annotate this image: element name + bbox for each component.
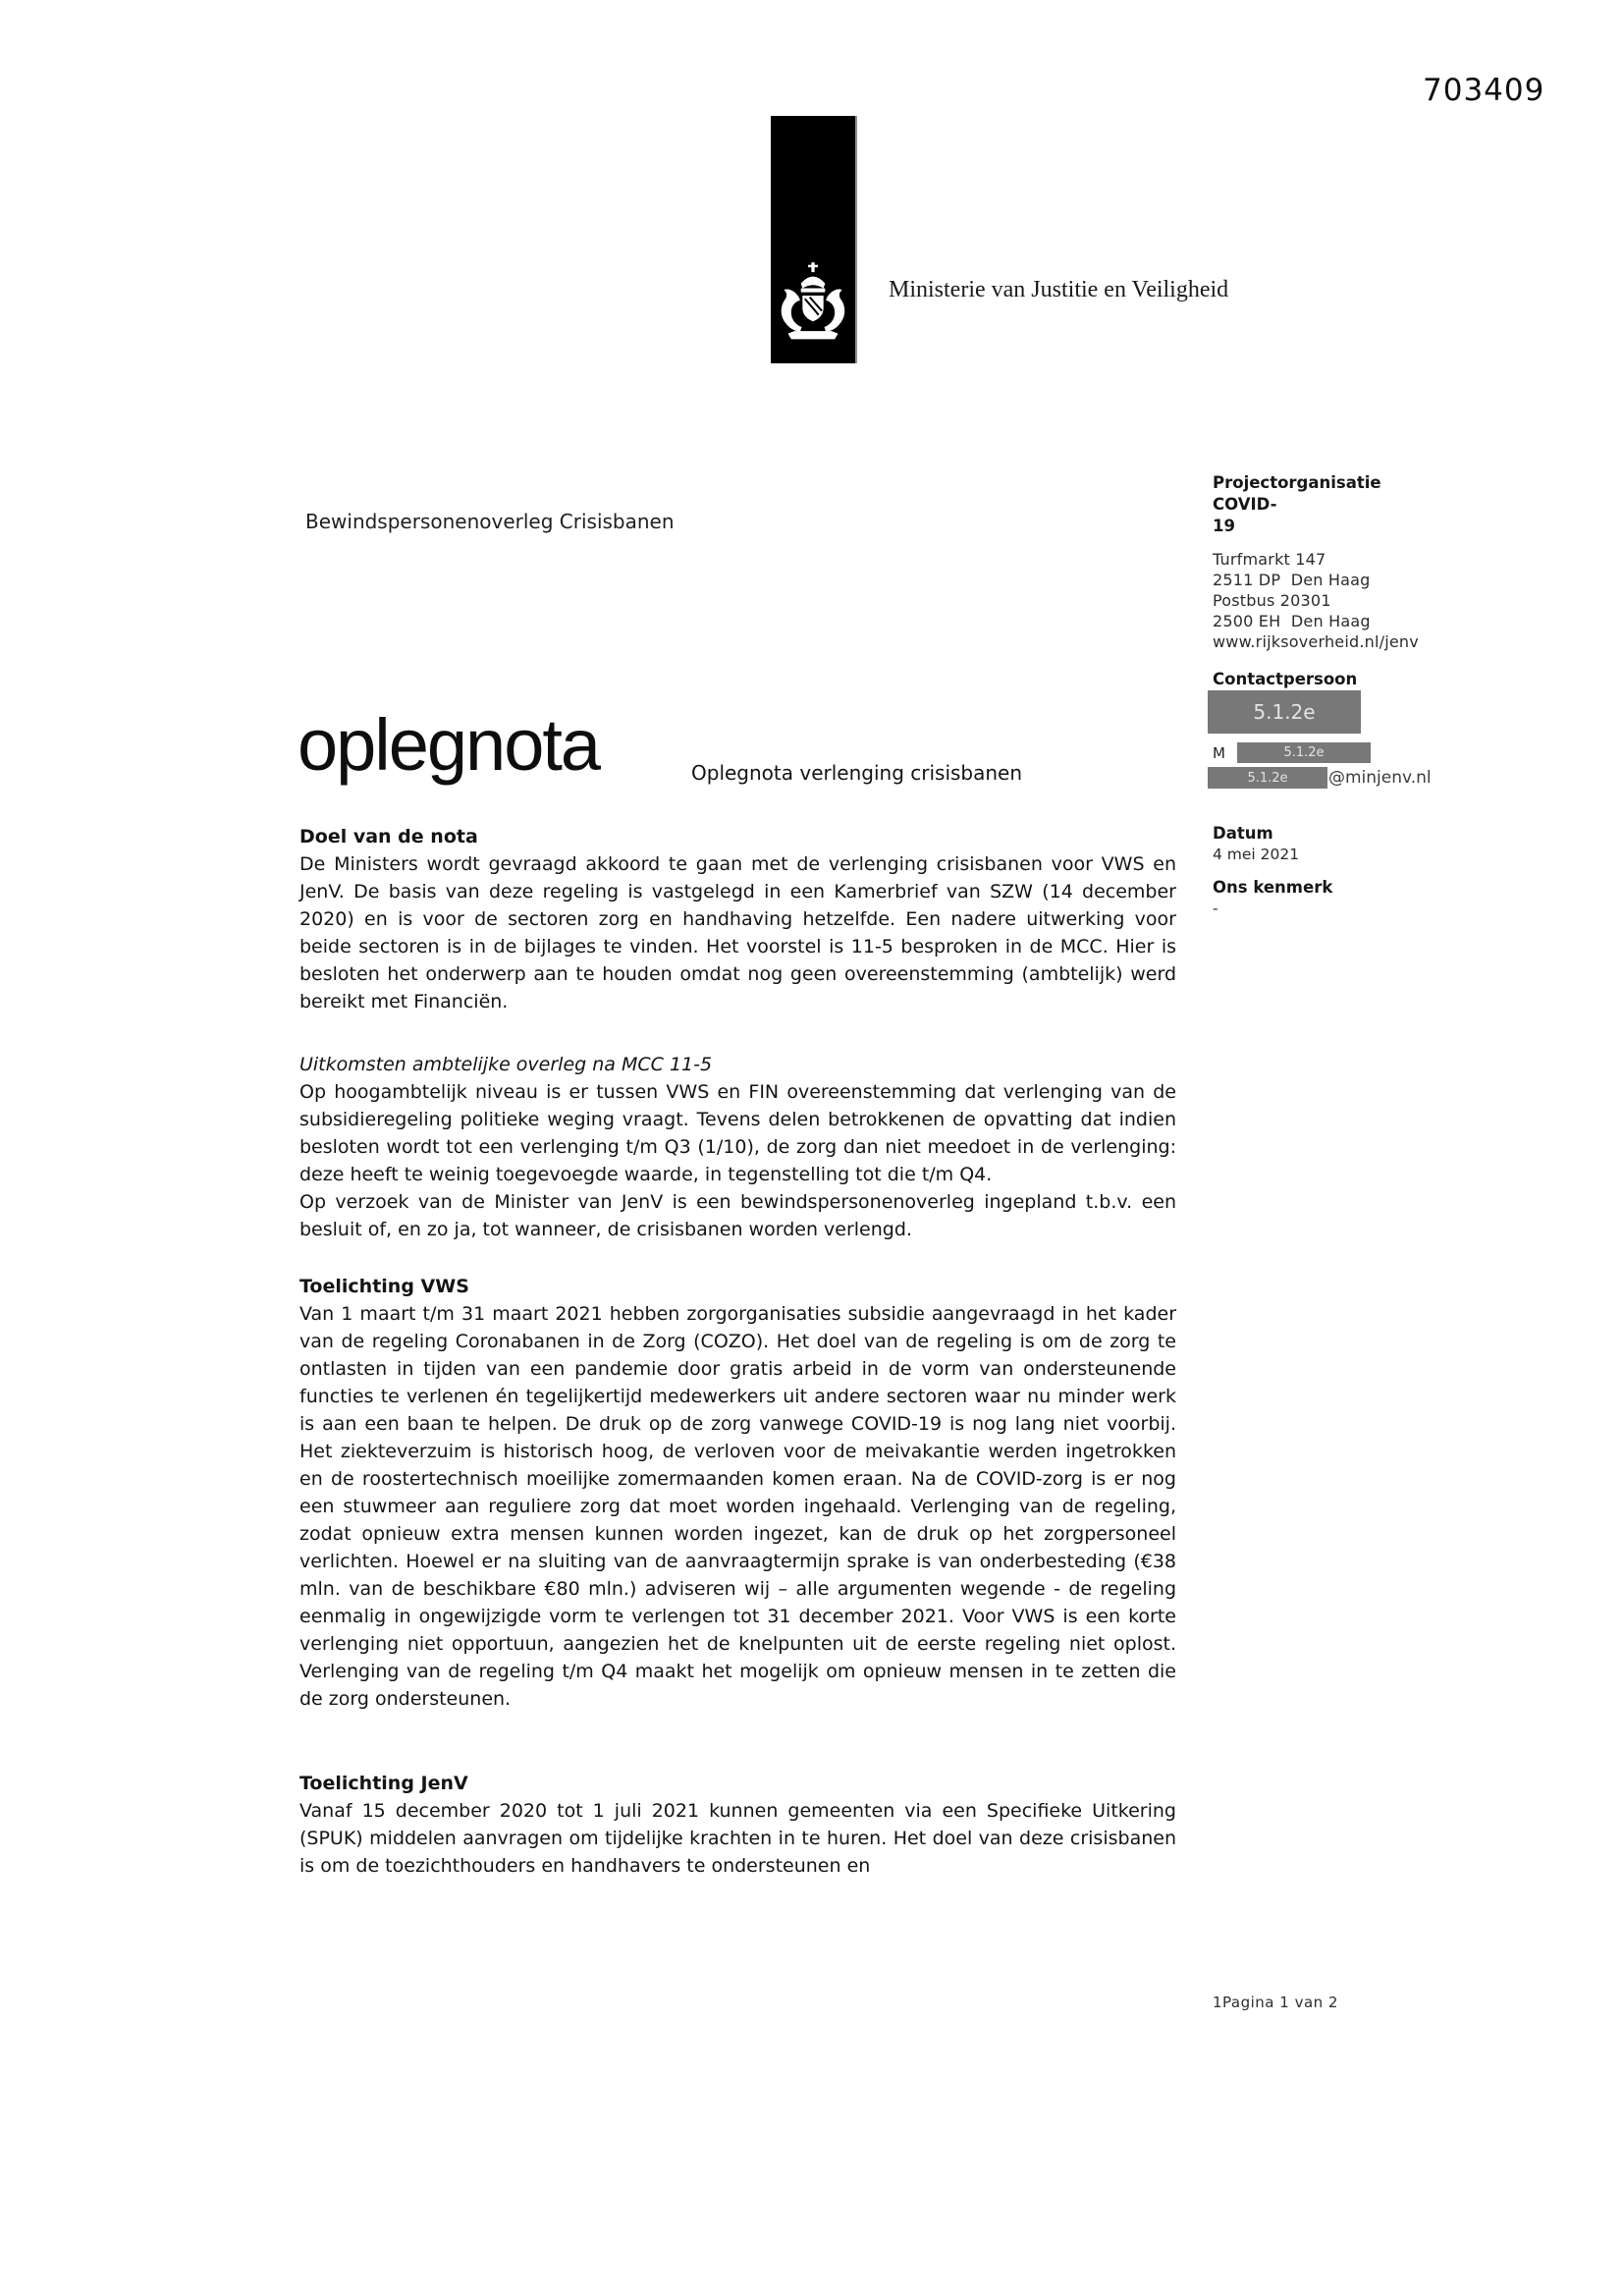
mobile-row [1213,742,1450,763]
section-doel [299,823,1176,1015]
page-title: oplegnota [298,704,600,786]
section-uitkomsten [299,1051,1176,1243]
redaction-box: 5.1.2e [1237,742,1371,763]
section-toelichting-vws [299,1273,1176,1713]
page-subtitle: Oplegnota verlenging crisisbanen [691,761,1023,785]
section-heading: Doel van de nota [299,826,478,847]
section-paragraph: Op hoogambtelijk niveau is er tussen VWS en FIN overeenstemming dat verlenging van de subsidieregeling politieke weging vraagt. Tevens delen betrokkenen de opvatting dat indien besloten wordt tot een verlenging t/m Q3 (1/10), de zorg dan niet meedoet in de verlenging: deze heeft te weinig toegevoegde waarde, in tegenstelling tot die t/m Q4. [299,1081,1176,1185]
section-paragraph: Van 1 maart t/m 31 maart 2021 hebben zorgorganisaties subsidie aangevraagd in het kader van de regeling Coronabanen in de Zorg (COZO). Het doel van de regeling is om de zorg te ontlasten in tijden van een pandemie door gratis arbeid in de vorm van ondersteunende functies te verlenen én tegelijkertijd medewerkers uit andere sectoren waar nu minder werk is aan een baan te helpen. De druk op de zorg vanwege COVID-19 is nog lang niet voorbij. Het ziekteverzuim is historisch hoog, de verloven voor de meivakantie werden ingetrokken en de roostertechnisch moeilijke zomermaanden komen eraan. Na de COVID-zorg is er nog een stuwmeer aan reguliere zorg dat moet worden ingehaald. Verlenging van de regeling, zodat opnieuw extra mensen kunnen worden ingezet, kan de druk op het zorgpersoneel verlichten. Hoewel er na sluiting van de aanvraagtermijn sprake is van onderbesteding (€38 mln. van de beschikbare €80 mln.) adviseren wij – alle argumenten wegende - de regeling eenmalig in ongewijzigde vorm te verlengen tot 31 december 2021. Voor VWS is een korte verlenging niet opportuun, aangezien het de knelpunten uit de eerste regeling niet oplost. Verlenging van de regeling t/m Q4 maakt het mogelijk om opnieuw mensen in te zetten die de zorg ondersteunen. [299,1303,1176,1710]
address-line: Postbus 20301 [1213,591,1331,610]
address-line: 2511 DP Den Haag [1213,571,1371,589]
email-suffix: @minjenv.nl [1328,768,1432,788]
address-line: Turfmarkt 147 [1213,550,1326,569]
title-block [298,704,1191,817]
document-body [299,823,1176,1880]
website-url: www.rijksoverheid.nl/jenv [1213,632,1419,651]
ministry-name: Ministerie van Justitie en Veiligheid [889,277,1229,302]
rijksoverheid-logo-bar [771,116,857,363]
section-toelichting-jenv [299,1770,1176,1880]
rijksoverheid-emblem-icon [777,261,849,348]
section-heading: Toelichting JenV [299,1773,468,1794]
address-line: 2500 EH Den Haag [1213,612,1371,630]
kenmerk-label: Ons kenmerk [1213,878,1333,897]
org-title-line: Projectorganisatie COVID- [1213,473,1381,514]
redaction-box: 5.1.2e [1208,690,1361,734]
section-heading: Toelichting VWS [299,1276,469,1297]
contact-label: Contactpersoon [1213,670,1358,688]
doc-number: 703409 [1423,73,1545,108]
org-title-line: 19 [1213,517,1235,535]
datum-value: 4 mei 2021 [1213,846,1300,863]
datum-label: Datum [1213,824,1273,843]
section-paragraph: Vanaf 15 december 2020 tot 1 juli 2021 kunnen gemeenten via een Specifieke Uitkering (SPUK) middelen aanvragen om tijdelijke krachten in te huren. Het doel van deze crisisbanen is om de toezichthouders en handhavers te ondersteunen en [299,1800,1176,1877]
mobile-label: M [1213,743,1225,762]
address-block [1213,549,1450,652]
section-heading: Uitkomsten ambtelijke overleg na MCC 11-5 [299,1054,713,1075]
meta-heading: Bewindspersonenoverleg Crisisbanen [305,510,675,533]
redaction-box: 5.1.2e [1208,767,1327,789]
kenmerk-value: - [1213,900,1218,917]
section-paragraph: Op verzoek van de Minister van JenV is een bewindspersonenoverleg ingepland t.b.v. een besluit of, en zo ja, tot wanneer, de crisisbanen worden verlengd. [299,1191,1176,1240]
page-footer: 1Pagina 1 van 2 [1213,1994,1338,2011]
section-paragraph: De Ministers wordt gevraagd akkoord te gaan met de verlenging crisisbanen voor VWS en JenV. De basis van deze regeling is vastgelegd in een Kamerbrief van SZW (14 december 2020) en is voor de sectoren zorg en handhaving hetzelfde. Een nadere uitwerking voor beide sectoren is in de bijlages te vinden. Het voorstel is 11-5 besproken in de MCC. Hier is besloten het onderwerp aan te houden omdat nog geen overeenstemming (ambtelijk) werd bereikt met Financiën. [299,853,1176,1012]
sidebar [1213,472,1450,917]
email-row [1213,767,1450,789]
